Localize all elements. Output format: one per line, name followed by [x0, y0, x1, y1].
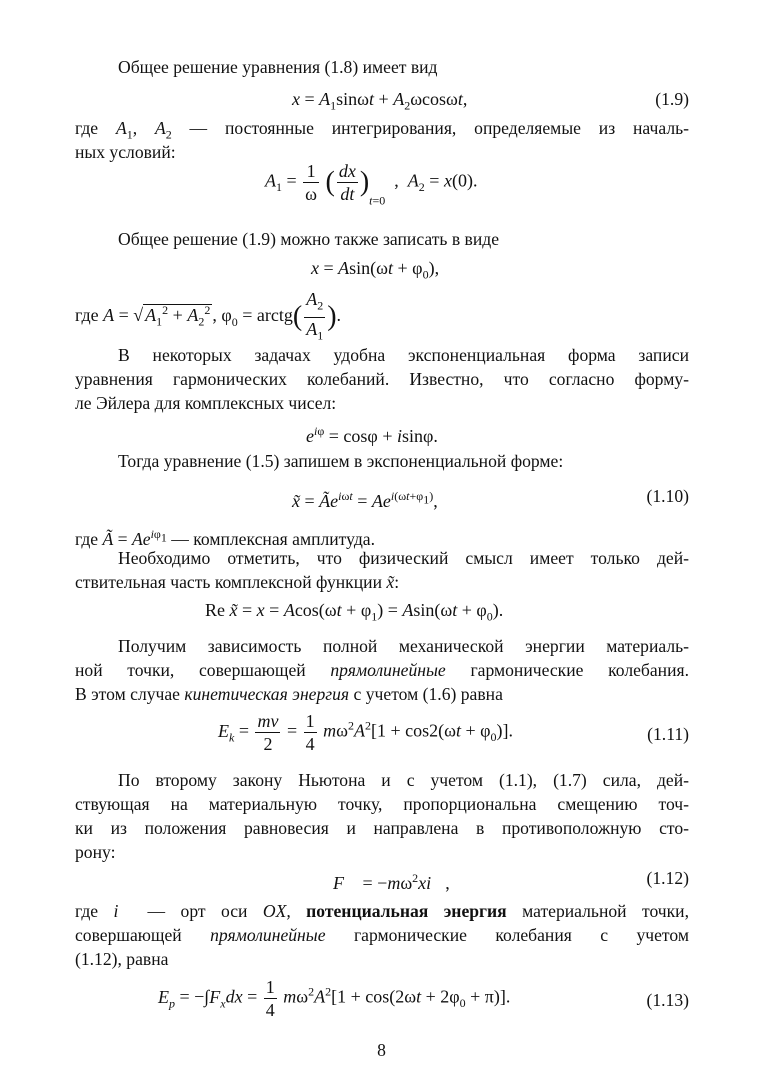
paragraph-line: рону:: [75, 842, 116, 862]
paragraph-line: По второму закону Ньютона и с учетом (1.1), (1.7) сила, дей-: [118, 770, 689, 790]
paragraph-line: Получим зависимость полной механической энергии материаль-: [118, 636, 689, 656]
paragraph-line: Общее решение уравнения (1.8) имеет вид: [118, 57, 438, 77]
page-number: 8: [377, 1040, 386, 1060]
equation-number: (1.12): [646, 868, 689, 888]
paragraph-line: ки из положения равновесия и направлена в противоположную сто-: [75, 818, 689, 838]
paragraph-line: ных условий:: [75, 142, 176, 162]
paragraph-line: где i⃗ — орт оси OX, потенциальная энергия материальной точки,: [75, 901, 689, 921]
paragraph-line: Необходимо отметить, что физический смысл имеет только дей-: [118, 548, 689, 568]
paragraph-line: ной точки, совершающей прямолинейные гармонические колебания.: [75, 660, 689, 680]
paragraph-line: Общее решение (1.9) можно также записать в виде: [118, 229, 500, 249]
equation-initial-conditions: $A_1$ = $\frac{1}{\omega}$ ( $\frac{dx}{dt}$ )$_{t=0}$ , $A_2 = x(0)$.: [265, 161, 478, 208]
paragraph-line: совершающей прямолинейные гармонические колебания с учетом: [75, 925, 689, 945]
paragraph-line: В этом случае кинетическая энергия с учетом (1.6) равна: [75, 684, 503, 704]
equation-number: (1.9): [655, 89, 689, 109]
paragraph-line: ствительная часть комплексной функции x̃:: [75, 572, 400, 592]
equation-number: (1.10): [646, 486, 689, 506]
equation-1-10: x̃ = $Ãe^{i\omega t} = Ae^{i(\omega t+\varphi_1)}$,: [292, 489, 438, 511]
equation-general-solution: $x = Asin(\omega t + \varphi_0)$,: [311, 258, 440, 282]
equation-euler: $e^{i\varphi} = \cos\varphi + isin\varphi$.: [306, 424, 438, 446]
equation-1-13: $E_p = -\int F_xdx$ = $\frac{1}{4}$ $m\omega^2A^2[1 + \cos(2\omega t + 2\varphi_0 + \pi)]$.: [158, 977, 511, 1020]
equation-1-9: $x = A_1\sin\omega t + A_2\omega\cos\omega t$,: [292, 89, 468, 113]
paragraph-line: где Ã = $Ae^{i\varphi_1}$ — комплексная амплитуда.: [75, 527, 375, 549]
paragraph-line: уравнения гармонических колебаний. Известно, что согласно форму-: [75, 369, 689, 389]
equation-1-11: $E_k$ = $\frac{mv}{2}$ = $\frac{1}{4}$ $m\omega^2A^2[1 + \cos 2(\omega t + \varphi_0)]$.: [218, 711, 514, 754]
equation-amplitude-phase: где A = √ $A_1^2 + A_2^2$ , $\varphi_0$ = arctg( $\frac{A_2}{A_1}$ ).: [75, 289, 342, 343]
paragraph-line: ле Эйлера для комплексных чисел:: [75, 393, 337, 413]
paragraph-line: (1.12), равна: [75, 949, 169, 969]
equation-number: (1.11): [647, 724, 689, 744]
equation-1-12: F⃗ = $-m\omega^2xi⃗$,: [333, 871, 450, 893]
equation-real-part: Re x̃ = $x = Acos(\omega t + \varphi_1) = Asin(\omega t + \varphi_0)$.: [205, 600, 504, 624]
paragraph-line: ствующая на материальную точку, пропорциональна смещению точ-: [75, 794, 689, 814]
paragraph-line: В некоторых задачах удобна экспоненциальная форма записи: [118, 345, 689, 365]
paragraph-line: Тогда уравнение (1.5) запишем в экспоненциальной форме:: [118, 451, 564, 471]
equation-number: (1.13): [646, 990, 689, 1010]
paragraph-line: где $A_1$, $A_2$ — постоянные интегрирования, определяемые из началь-: [75, 118, 689, 142]
